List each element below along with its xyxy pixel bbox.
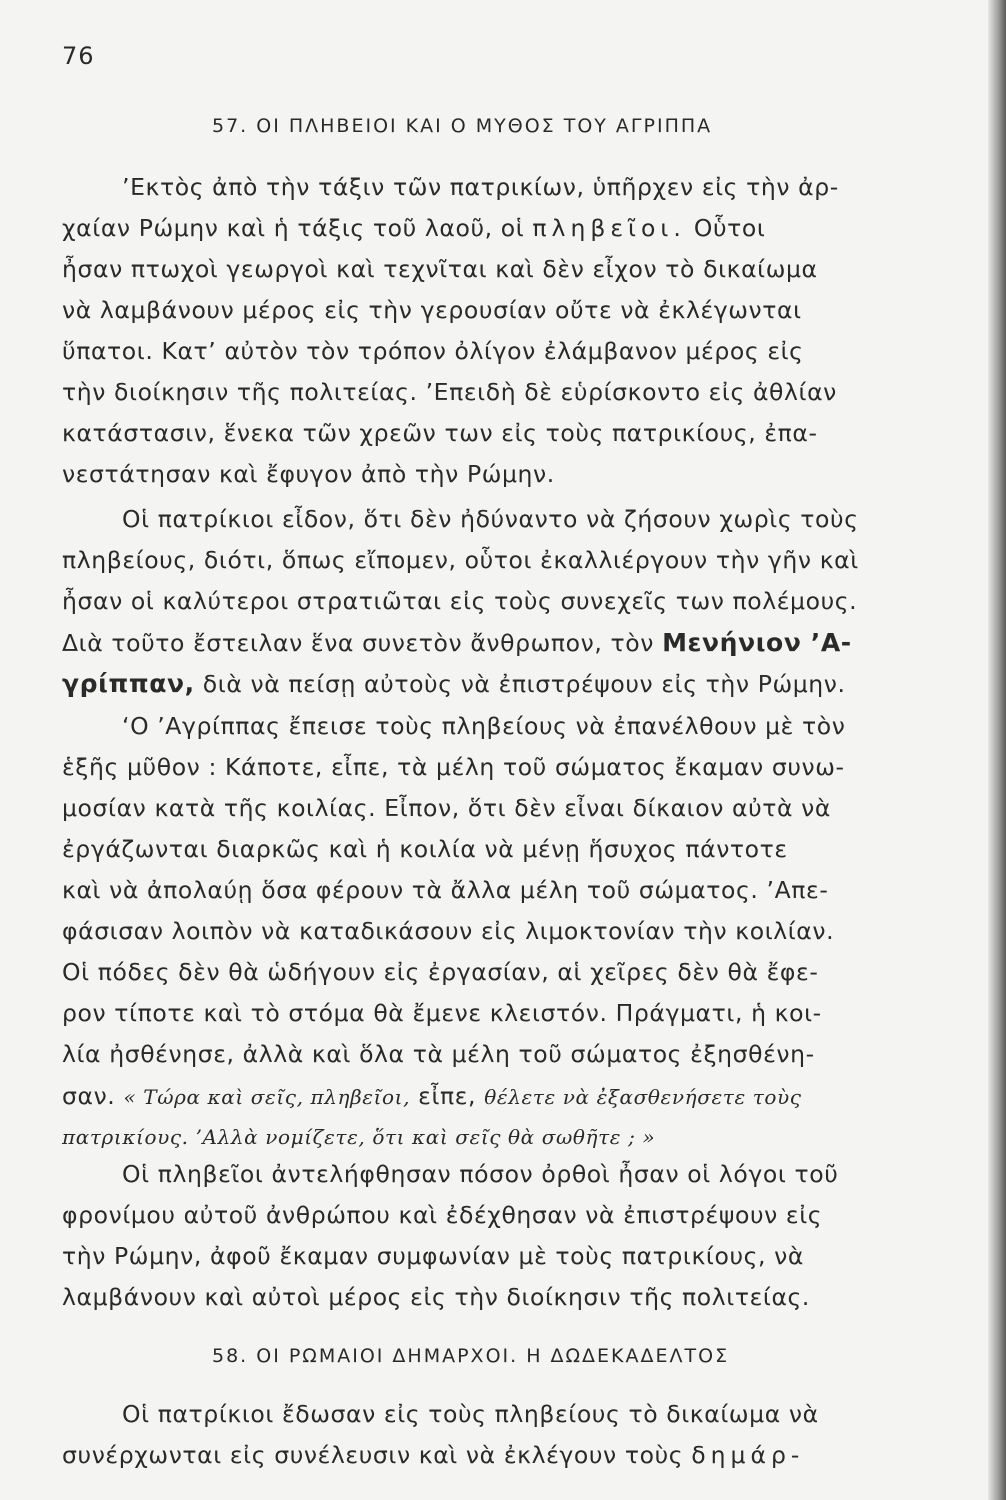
text-fragment: Οὗτοι xyxy=(693,214,766,242)
spaced-term-plebeians: πληβεῖοι. xyxy=(532,214,686,242)
italic-quote: θέλετε νὰ ἐξασθενήσετε τοὺς xyxy=(484,1085,802,1109)
text-line: λία ἠσθένησε, ἀλλὰ καὶ ὅλα τὰ μέλη τοῦ σώματος ἐξησθένη- xyxy=(62,1040,815,1068)
text-line: κατάστασιν, ἕνεκα τῶν χρεῶν των εἰς τοὺς πατρικίους, ἐπα- xyxy=(62,419,818,447)
text-line: Οἱ πατρίκιοι εἶδον, ὅτι δὲν ἠδύναντο νὰ ζήσουν χωρὶς τοὺς xyxy=(122,505,859,533)
bold-name-agrippa: γρίππαν, xyxy=(62,669,195,698)
book-spine-shadow xyxy=(988,0,1006,1500)
text-line xyxy=(62,628,952,657)
text-line: ρον τίποτε καὶ τὸ στόμα θὰ ἔμενε κλειστόν. Πράγματι, ἡ κοι- xyxy=(62,999,822,1027)
text-fragment: διὰ νὰ πείσῃ αὐτοὺς νὰ ἐπιστρέψουν εἰς τὴν Ρώμην. xyxy=(202,670,846,698)
text-fragment: σαν. xyxy=(62,1082,116,1110)
italic-quote: « Τώρα καὶ σεῖς, πληβεῖοι, xyxy=(123,1085,411,1109)
text-line: φάσισαν λοιπὸν νὰ καταδικάσουν εἰς λιμοκτονίαν τὴν κοιλίαν. xyxy=(62,917,835,945)
text-fragment: Διὰ τοῦτο ἔστειλαν ἕνα συνετὸν ἄνθρωπον, τὸν xyxy=(62,629,654,657)
text-line: λαμβάνουν καὶ αὐτοὶ μέρος εἰς τὴν διοίκησιν τῆς πολιτείας. xyxy=(62,1283,810,1311)
text-line: ἑξῆς μῦθον : Κάποτε, εἶπε, τὰ μέλη τοῦ σώματος ἔκαμαν συνω- xyxy=(62,753,845,781)
text-line xyxy=(62,1082,952,1110)
section-heading-58: 58. ΟΙ ΡΩΜΑΙΟΙ ΔΗΜΑΡΧΟΙ. Η ΔΩΔΕΚΑΔΕΛΤΟΣ xyxy=(212,1345,730,1367)
text-line xyxy=(62,1122,952,1150)
text-line: Οἱ πόδες δὲν θὰ ὡδήγουν εἰς ἐργασίαν, αἱ χεῖρες δὲν θὰ ἔφε- xyxy=(62,958,819,986)
text-fragment: χαίαν Ρώμην καὶ ἡ τάξις τοῦ λαοῦ, οἱ xyxy=(62,214,525,242)
text-line: νὰ λαμβάνουν μέρος εἰς τὴν γερουσίαν οὔτε νὰ ἐκλέγωνται xyxy=(62,296,802,324)
spaced-term-tribunes: δημάρ- xyxy=(691,1441,805,1469)
text-line: τὴν Ρώμην, ἀφοῦ ἔκαμαν συμφωνίαν μὲ τοὺς πατρικίους, νὰ xyxy=(62,1242,805,1270)
page-number: 76 xyxy=(62,42,95,70)
text-line: ἦσαν πτωχοὶ γεωργοὶ καὶ τεχνῖται καὶ δὲν εἶχον τὸ δικαίωμα xyxy=(62,255,818,283)
text-line: ’Εκτὸς ἀπὸ τὴν τάξιν τῶν πατρικίων, ὑπῆρχεν εἰς τὴν ἀρ- xyxy=(122,173,839,201)
text-fragment: εἶπε, xyxy=(418,1082,477,1110)
text-line: πληβείους, διότι, ὅπως εἴπομεν, οὗτοι ἐκαλλιέργουν τὴν γῆν καὶ xyxy=(62,546,859,574)
text-line: τὴν διοίκησιν τῆς πολιτείας. ’Επειδὴ δὲ εὑρίσκοντο εἰς ἀθλίαν xyxy=(62,378,837,406)
text-line: ἐργάζωνται διαρκῶς καὶ ἡ κοιλία νὰ μένῃ ἥσυχος πάντοτε xyxy=(62,835,788,863)
text-line xyxy=(62,669,952,698)
text-line: Οἱ πατρίκιοι ἔδωσαν εἰς τοὺς πληβείους τὸ δικαίωμα νὰ xyxy=(122,1400,819,1428)
italic-quote: πατρικίους. ’Αλλὰ νομίζετε, ὅτι καὶ σεῖς θὰ σωθῆτε ; » xyxy=(62,1125,656,1149)
text-line: μοσίαν κατὰ τῆς κοιλίας. Εἶπον, ὅτι δὲν εἶναι δίκαιον αὐτὰ νὰ xyxy=(62,794,832,822)
section-heading-57: 57. ΟΙ ΠΛΗΒΕΙΟΙ ΚΑΙ Ο ΜΥΘΟΣ ΤΟΥ ΑΓΡΙΠΠΑ xyxy=(212,115,713,137)
text-line: νεστάτησαν καὶ ἔφυγον ἀπὸ τὴν Ρώμην. xyxy=(62,460,555,488)
bold-name-menenius: Μενήνιον ’Α- xyxy=(662,628,852,657)
text-line xyxy=(62,214,952,242)
text-line: καὶ νὰ ἀπολαύῃ ὅσα φέρουν τὰ ἄλλα μέλη τοῦ σώματος. ’Απε- xyxy=(62,876,829,904)
text-fragment: συνέρχωνται εἰς συνέλευσιν καὶ νὰ ἐκλέγουν τοὺς xyxy=(62,1441,684,1469)
text-line: ὕπατοι. Κατ’ αὐτὸν τὸν τρόπον ὀλίγον ἐλάμβανον μέρος εἰς xyxy=(62,337,804,365)
text-line: Οἱ πληβεῖοι ἀντελήφθησαν πόσον ὀρθοὶ ἦσαν οἱ λόγοι τοῦ xyxy=(122,1160,839,1188)
text-line: ἦσαν οἱ καλύτεροι στρατιῶται εἰς τοὺς συνεχεῖς των πολέμους. xyxy=(62,587,858,615)
text-line xyxy=(62,1441,952,1469)
text-line: φρονίμου αὐτοῦ ἀνθρώπου καὶ ἐδέχθησαν νὰ ἐπιστρέψουν εἰς xyxy=(62,1201,823,1229)
text-line: ‘Ο ’Αγρίππας ἔπεισε τοὺς πληβείους νὰ ἐπανέλθουν μὲ τὸν xyxy=(122,712,846,740)
